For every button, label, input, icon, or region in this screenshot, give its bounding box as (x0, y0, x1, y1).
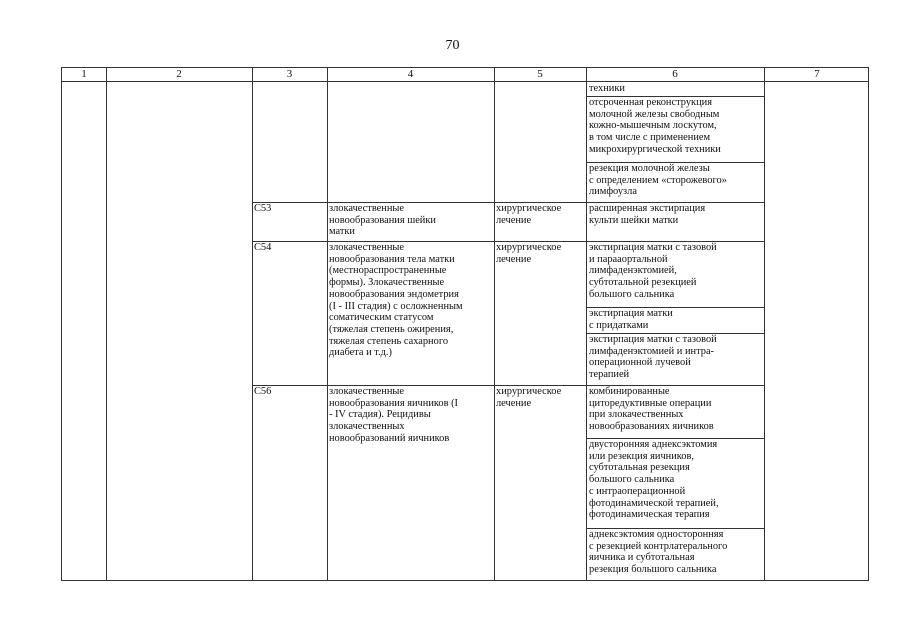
page-number: 70 (445, 38, 460, 53)
diagnosis-code: C53 (254, 203, 272, 214)
diagnosis-code: C56 (254, 386, 272, 397)
column-header-1: 1 (81, 68, 87, 80)
method-cell: аднексэктомия односторонняя с резекцией контрлатерального яичника и субтотальная резекция большого сальника (589, 529, 728, 576)
method-cell: комбинированные циторедуктивные операции при злокачественных новообразованиях яичников (589, 386, 714, 433)
diagnosis-description: злокачественные новообразования тела матки (местнораспространенные формы). Злокачественные новообразования эндометрия (I - III стадия) с осложненным соматическим статусом (тяжелая степень ожирения, тяжелая степень сахарного диабета и т.д.) (329, 242, 463, 359)
diagnosis-code: C54 (254, 242, 272, 253)
method-cell: резекция молочной железы с определением «сторожевого» лимфоузла (589, 163, 727, 198)
treatment-type: хирургическое лечение (496, 203, 562, 226)
column-divider (586, 68, 587, 580)
treatment-type: хирургическое лечение (496, 386, 562, 409)
diagnosis-description: злокачественные новообразования шейки матки (329, 203, 436, 238)
method-cell: экстирпация матки с придатками (589, 308, 673, 331)
method-cell: техники (589, 83, 625, 94)
header-divider (62, 81, 868, 82)
column-divider (252, 68, 253, 580)
column-header-5: 5 (537, 68, 543, 80)
column-divider (327, 68, 328, 580)
medical-procedures-table (61, 67, 869, 581)
diagnosis-description: злокачественные новообразования яичников (I - IV стадия). Рецидивы злокачественных новообразований яичников (329, 386, 459, 444)
method-cell: экстирпация матки с тазовой и парааортальной лимфаденэктомией, субтотальной резекцией большого сальника (589, 242, 717, 300)
column-header-6: 6 (672, 68, 678, 80)
column-divider (494, 68, 495, 580)
column-header-4: 4 (407, 68, 414, 80)
column-header-2: 2 (176, 68, 182, 80)
treatment-type: хирургическое лечение (496, 242, 562, 265)
column-header-3: 3 (286, 68, 293, 80)
method-cell: расширенная экстирпация культи шейки матки (589, 203, 706, 226)
column-divider (106, 68, 107, 580)
column-header-7: 7 (814, 68, 820, 80)
method-cell: экстирпация матки с тазовой лимфаденэктомией и интра- операционной лучевой терапией (589, 334, 717, 381)
method-cell: отсроченная реконструкция молочной железы свободным кожно-мышечным лоскутом, в том числе с применением микрохирургической техники (589, 97, 721, 155)
column-divider (764, 68, 765, 580)
method-cell: двусторонняя аднексэктомия или резекция яичников, субтотальная резекция большого сальника с интраоперационной фотодинамической терапией, фотодинамическая терапия (589, 439, 719, 521)
